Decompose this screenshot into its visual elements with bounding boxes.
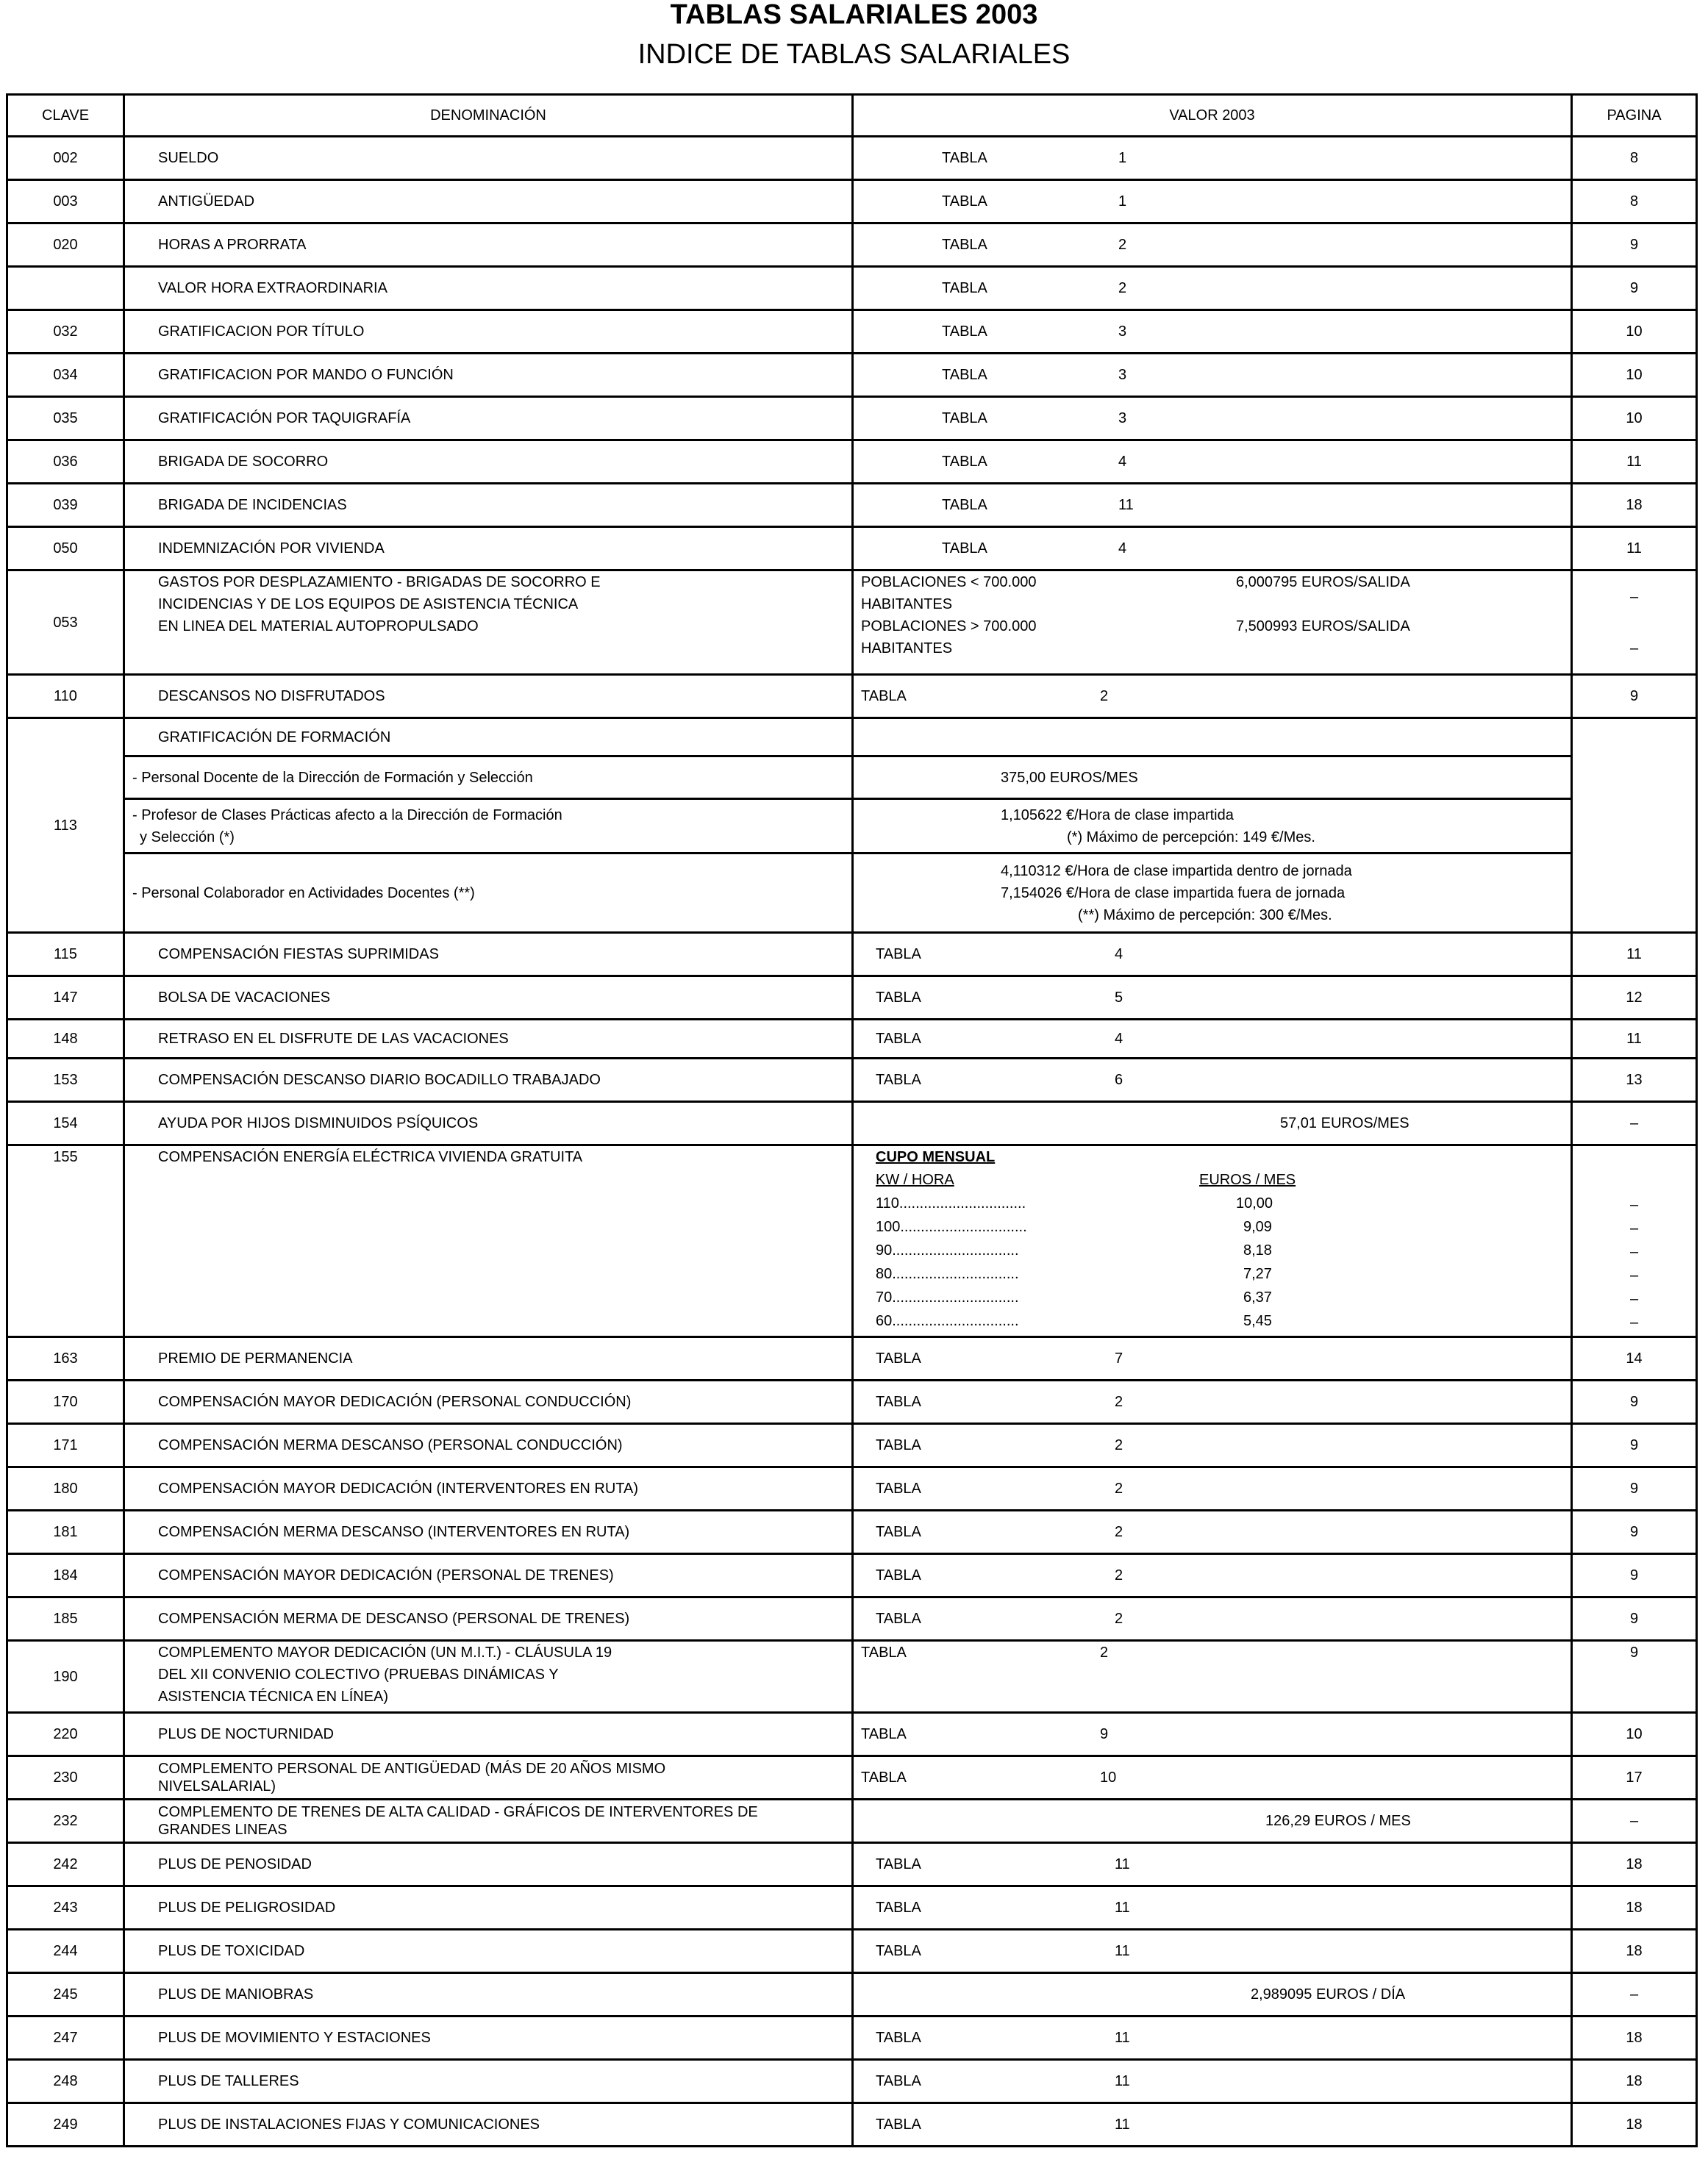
row-page: 9 bbox=[1572, 1467, 1697, 1511]
row-value bbox=[853, 1381, 1572, 1424]
row-name: PLUS DE NOCTURNIDAD bbox=[124, 1713, 853, 1756]
table-row bbox=[7, 527, 1697, 570]
table-row bbox=[7, 976, 1697, 1020]
row-code: 035 bbox=[7, 397, 124, 440]
table-row bbox=[7, 1930, 1697, 1973]
row-name: COMPLEMENTO MAYOR DEDICACIÓN (UN M.I.T.) - CLÁUSULA 19 DEL XII CONVENIO COLECTIVO (PRUEBAS DINÁMICAS Y ASISTENCIA TÉCNICA EN LÍNEA) bbox=[124, 1641, 853, 1713]
table-row bbox=[7, 267, 1697, 310]
tabla-number: 3 bbox=[1118, 367, 1127, 383]
table-row bbox=[7, 1973, 1697, 2017]
row-code: 249 bbox=[7, 2103, 124, 2147]
tabla-label: TABLA bbox=[876, 1900, 921, 1916]
tabla-label: TABLA bbox=[942, 150, 987, 166]
row-name: COMPENSACIÓN ENERGÍA ELÉCTRICA VIVIENDA GRATUITA bbox=[124, 1145, 853, 1337]
row-page: 9 bbox=[1572, 267, 1697, 310]
row-page: – bbox=[1572, 1102, 1697, 1145]
row-value: 2,989095 EUROS / DÍA bbox=[853, 1973, 1572, 2017]
row-value bbox=[853, 1467, 1572, 1511]
row-name: BRIGADA DE SOCORRO bbox=[124, 440, 853, 484]
row-name: COMPENSACIÓN MAYOR DEDICACIÓN (PERSONAL DE TRENES) bbox=[124, 1554, 853, 1597]
tabla-number: 11 bbox=[1115, 1943, 1130, 1959]
table-row bbox=[7, 1020, 1697, 1059]
row-code: 003 bbox=[7, 180, 124, 223]
row-page: 17 bbox=[1572, 1756, 1697, 1800]
row-page: – – bbox=[1572, 570, 1697, 675]
tabla-number: 11 bbox=[1115, 2030, 1130, 2046]
row-name: COMPLEMENTO PERSONAL DE ANTIGÜEDAD (MÁS DE 20 AÑOS MISMO NIVELSALARIAL) bbox=[124, 1756, 853, 1800]
row-value: TABLA 9 bbox=[853, 1713, 1572, 1756]
row-code: 220 bbox=[7, 1713, 124, 1756]
sub-name: - Personal Docente de la Dirección de Formación y Selección bbox=[124, 756, 853, 799]
table-row bbox=[7, 1843, 1697, 1886]
row-code: 153 bbox=[7, 1059, 124, 1102]
row-code: 170 bbox=[7, 1381, 124, 1424]
table-row bbox=[7, 2103, 1697, 2147]
tabla-label: TABLA bbox=[876, 1524, 921, 1540]
row-value bbox=[853, 310, 1572, 354]
tabla-number: 3 bbox=[1118, 323, 1127, 340]
table-subrow bbox=[7, 799, 1697, 854]
tabla-number: 11 bbox=[1115, 1900, 1130, 1916]
row-code: 244 bbox=[7, 1930, 124, 1973]
row-name: INDEMNIZACIÓN POR VIVIENDA bbox=[124, 527, 853, 570]
row-name: COMPENSACIÓN MERMA DESCANSO (PERSONAL CONDUCCIÓN) bbox=[124, 1424, 853, 1467]
sub-name: - Profesor de Clases Prácticas afecto a la Dirección de Formación y Selección (*) bbox=[124, 799, 853, 854]
row-code: 232 bbox=[7, 1800, 124, 1843]
row-page: 9 bbox=[1572, 1641, 1697, 1713]
table-row bbox=[7, 1424, 1697, 1467]
tabla-number: 3 bbox=[1118, 410, 1127, 426]
tabla-number: 2 bbox=[1115, 1524, 1123, 1540]
tabla-number: 2 bbox=[1115, 1481, 1123, 1497]
table-row bbox=[7, 354, 1697, 397]
row-code: 245 bbox=[7, 1973, 124, 2017]
tabla-label: TABLA bbox=[942, 280, 987, 296]
table-row bbox=[7, 1381, 1697, 1424]
table-row bbox=[7, 1102, 1697, 1145]
table-row bbox=[7, 1059, 1697, 1102]
tabla-label: TABLA bbox=[876, 1394, 921, 1410]
tabla-number: 2 bbox=[1118, 237, 1127, 253]
table-row bbox=[7, 397, 1697, 440]
tabla-number: 7 bbox=[1115, 1350, 1123, 1367]
row-page: 18 bbox=[1572, 2103, 1697, 2147]
row-code: 171 bbox=[7, 1424, 124, 1467]
row-code: 184 bbox=[7, 1554, 124, 1597]
row-code: 154 bbox=[7, 1102, 124, 1145]
row-name: COMPENSACIÓN MAYOR DEDICACIÓN (PERSONAL CONDUCCIÓN) bbox=[124, 1381, 853, 1424]
document-subtitle: INDICE DE TABLAS SALARIALES bbox=[637, 39, 1071, 70]
row-page: – bbox=[1572, 1800, 1697, 1843]
table-row bbox=[7, 180, 1697, 223]
sub-value: 375,00 EUROS/MES bbox=[853, 756, 1572, 799]
sub-value: 1,105622 €/Hora de clase impartida (*) Máximo de percepción: 149 €/Mes. bbox=[853, 799, 1572, 854]
table-subrow bbox=[7, 854, 1697, 933]
row-code: 050 bbox=[7, 527, 124, 570]
row-name: COMPENSACIÓN MERMA DE DESCANSO (PERSONAL DE TRENES) bbox=[124, 1597, 853, 1641]
row-code: 002 bbox=[7, 137, 124, 180]
tabla-label: TABLA bbox=[876, 2030, 921, 2046]
tabla-number: 2 bbox=[1118, 280, 1127, 296]
tabla-number: 4 bbox=[1115, 946, 1123, 962]
table-row bbox=[7, 1713, 1697, 1756]
row-name: COMPENSACIÓN MAYOR DEDICACIÓN (INTERVENTORES EN RUTA) bbox=[124, 1467, 853, 1511]
table-row bbox=[7, 137, 1697, 180]
row-code: 034 bbox=[7, 354, 124, 397]
table-row bbox=[7, 1886, 1697, 1930]
document-title: TABLAS SALARIALES 2003 bbox=[670, 0, 1038, 30]
row-value bbox=[853, 354, 1572, 397]
row-value: CUPO MENSUAL KW / HORA EUROS / MES 110............................... 10,00 100............................... 9,09 90............................... 8,18 80............................... 7,27 70............................... 6,37 60............................... 5,45 bbox=[853, 1145, 1572, 1337]
row-value bbox=[853, 1554, 1572, 1597]
row-name: PREMIO DE PERMANENCIA bbox=[124, 1337, 853, 1381]
salary-index-table bbox=[6, 93, 1698, 2147]
row-name: PLUS DE MOVIMIENTO Y ESTACIONES bbox=[124, 2017, 853, 2060]
row-page: 13 bbox=[1572, 1059, 1697, 1102]
row-code: 247 bbox=[7, 2017, 124, 2060]
row-page: 11 bbox=[1572, 440, 1697, 484]
tabla-number: 2 bbox=[1115, 1611, 1123, 1627]
row-code: 181 bbox=[7, 1511, 124, 1554]
sub-value: 4,110312 €/Hora de clase impartida dentro de jornada 7,154026 €/Hora de clase impartida fuera de jornada (**) Máximo de percepción: 300 €/Mes. bbox=[853, 854, 1572, 933]
row-page: 10 bbox=[1572, 310, 1697, 354]
table-row bbox=[7, 1554, 1697, 1597]
table-row bbox=[7, 1800, 1697, 1843]
table-subrow bbox=[7, 756, 1697, 799]
row-code: 163 bbox=[7, 1337, 124, 1381]
tabla-number: 11 bbox=[1115, 2116, 1130, 2133]
row-name: ANTIGÜEDAD bbox=[124, 180, 853, 223]
tabla-label: TABLA bbox=[942, 323, 987, 340]
header-valor: VALOR 2003 bbox=[853, 95, 1572, 137]
row-code: 230 bbox=[7, 1756, 124, 1800]
row-name: DESCANSOS NO DISFRUTADOS bbox=[124, 675, 853, 718]
table-row bbox=[7, 718, 1697, 756]
row-value bbox=[853, 484, 1572, 527]
row-name: PLUS DE TALLERES bbox=[124, 2060, 853, 2103]
row-page: 10 bbox=[1572, 1713, 1697, 1756]
row-name: GASTOS POR DESPLAZAMIENTO - BRIGADAS DE SOCORRO E INCIDENCIAS Y DE LOS EQUIPOS DE ASISTENCIA TÉCNICA EN LINEA DEL MATERIAL AUTOPROPULSADO bbox=[124, 570, 853, 675]
row-value bbox=[853, 2060, 1572, 2103]
row-name: GRATIFICACION POR MANDO O FUNCIÓN bbox=[124, 354, 853, 397]
row-page: 9 bbox=[1572, 1554, 1697, 1597]
row-value: POBLACIONES < 700.000 6,000795 EUROS/SALIDA HABITANTES POBLACIONES > 700.000 7,500993 EUROS/SALIDA HABITANTES bbox=[853, 570, 1572, 675]
row-value bbox=[853, 1020, 1572, 1059]
tabla-label: TABLA bbox=[876, 1856, 921, 1872]
table-header-row bbox=[7, 95, 1697, 137]
table-row bbox=[7, 1597, 1697, 1641]
tabla-label: TABLA bbox=[942, 367, 987, 383]
row-page: 9 bbox=[1572, 1597, 1697, 1641]
tabla-number: 1 bbox=[1118, 193, 1127, 210]
row-name: PLUS DE TOXICIDAD bbox=[124, 1930, 853, 1973]
row-page: 11 bbox=[1572, 527, 1697, 570]
row-page: 8 bbox=[1572, 137, 1697, 180]
table-row bbox=[7, 1641, 1697, 1713]
row-value bbox=[853, 440, 1572, 484]
row-code: 113 bbox=[7, 718, 124, 933]
row-name: BOLSA DE VACACIONES bbox=[124, 976, 853, 1020]
row-name: RETRASO EN EL DISFRUTE DE LAS VACACIONES bbox=[124, 1020, 853, 1059]
row-page: 18 bbox=[1572, 1843, 1697, 1886]
row-page: 9 bbox=[1572, 1381, 1697, 1424]
row-page: 8 bbox=[1572, 180, 1697, 223]
row-code: 155 bbox=[7, 1145, 124, 1337]
tabla-number: 2 bbox=[1115, 1567, 1123, 1584]
row-value: 57,01 EUROS/MES bbox=[853, 1102, 1572, 1145]
table-row bbox=[7, 675, 1697, 718]
row-code: 147 bbox=[7, 976, 124, 1020]
row-value bbox=[853, 2017, 1572, 2060]
row-value bbox=[853, 1886, 1572, 1930]
row-value bbox=[853, 1597, 1572, 1641]
row-name: PLUS DE MANIOBRAS bbox=[124, 1973, 853, 2017]
row-page: 9 bbox=[1572, 1424, 1697, 1467]
row-name: PLUS DE PENOSIDAD bbox=[124, 1843, 853, 1886]
tabla-label: TABLA bbox=[876, 946, 921, 962]
tabla-label: TABLA bbox=[942, 540, 987, 557]
tabla-label: TABLA bbox=[942, 410, 987, 426]
tabla-number: 1 bbox=[1118, 150, 1127, 166]
row-page: 14 bbox=[1572, 1337, 1697, 1381]
tabla-label: TABLA bbox=[876, 2116, 921, 2133]
table-row bbox=[7, 2060, 1697, 2103]
table-row bbox=[7, 1756, 1697, 1800]
row-value bbox=[853, 976, 1572, 1020]
row-value bbox=[853, 933, 1572, 976]
row-code: 039 bbox=[7, 484, 124, 527]
row-value: TABLA 2 bbox=[853, 675, 1572, 718]
row-name: GRATIFICACIÓN DE FORMACIÓN bbox=[124, 718, 853, 756]
row-name: PLUS DE PELIGROSIDAD bbox=[124, 1886, 853, 1930]
row-code: 110 bbox=[7, 675, 124, 718]
tabla-label: TABLA bbox=[942, 193, 987, 210]
row-code: 032 bbox=[7, 310, 124, 354]
table-row bbox=[7, 1145, 1697, 1337]
table-row bbox=[7, 1337, 1697, 1381]
row-name: GRATIFICACION POR TÍTULO bbox=[124, 310, 853, 354]
row-page: 12 bbox=[1572, 976, 1697, 1020]
row-value bbox=[853, 180, 1572, 223]
row-page: 10 bbox=[1572, 354, 1697, 397]
row-code: 148 bbox=[7, 1020, 124, 1059]
row-value bbox=[853, 137, 1572, 180]
row-value bbox=[853, 527, 1572, 570]
row-value bbox=[853, 223, 1572, 267]
row-value bbox=[853, 1424, 1572, 1467]
tabla-label: TABLA bbox=[876, 2073, 921, 2089]
row-page: 9 bbox=[1572, 223, 1697, 267]
row-name: SUELDO bbox=[124, 137, 853, 180]
tabla-label: TABLA bbox=[876, 1072, 921, 1088]
tabla-label: TABLA bbox=[876, 990, 921, 1006]
table-row bbox=[7, 933, 1697, 976]
table-row bbox=[7, 440, 1697, 484]
row-value bbox=[853, 267, 1572, 310]
table-row bbox=[7, 570, 1697, 675]
row-name: COMPENSACIÓN DESCANSO DIARIO BOCADILLO TRABAJADO bbox=[124, 1059, 853, 1102]
row-name: HORAS A PRORRATA bbox=[124, 223, 853, 267]
table-row bbox=[7, 1511, 1697, 1554]
header-clave: CLAVE bbox=[7, 95, 124, 137]
row-code: 053 bbox=[7, 570, 124, 675]
row-page: 18 bbox=[1572, 2060, 1697, 2103]
table-row bbox=[7, 484, 1697, 527]
row-value bbox=[853, 397, 1572, 440]
row-code: 243 bbox=[7, 1886, 124, 1930]
row-name: VALOR HORA EXTRAORDINARIA bbox=[124, 267, 853, 310]
row-page: 18 bbox=[1572, 484, 1697, 527]
tabla-number: 6 bbox=[1115, 1072, 1123, 1088]
row-code: 036 bbox=[7, 440, 124, 484]
row-name: PLUS DE INSTALACIONES FIJAS Y COMUNICACIONES bbox=[124, 2103, 853, 2147]
table-row bbox=[7, 2017, 1697, 2060]
row-page: – bbox=[1572, 1973, 1697, 2017]
tabla-label: TABLA bbox=[942, 497, 987, 513]
row-page: – – – – – – bbox=[1572, 1145, 1697, 1337]
row-value: TABLA 10 bbox=[853, 1756, 1572, 1800]
table-row bbox=[7, 1467, 1697, 1511]
header-denominacion: DENOMINACIÓN bbox=[124, 95, 853, 137]
tabla-number: 4 bbox=[1118, 540, 1127, 557]
row-value bbox=[853, 1511, 1572, 1554]
row-page: 9 bbox=[1572, 675, 1697, 718]
row-name: GRATIFICACIÓN POR TAQUIGRAFÍA bbox=[124, 397, 853, 440]
row-code: 242 bbox=[7, 1843, 124, 1886]
header-pagina: PAGINA bbox=[1572, 95, 1697, 137]
row-code: 020 bbox=[7, 223, 124, 267]
row-page: 18 bbox=[1572, 2017, 1697, 2060]
tabla-label: TABLA bbox=[876, 1943, 921, 1959]
row-page: 11 bbox=[1572, 933, 1697, 976]
row-code: 248 bbox=[7, 2060, 124, 2103]
row-page: 10 bbox=[1572, 397, 1697, 440]
row-page: 18 bbox=[1572, 1886, 1697, 1930]
sub-name: - Personal Colaborador en Actividades Docentes (**) bbox=[124, 854, 853, 933]
tabla-number: 5 bbox=[1115, 990, 1123, 1006]
tabla-label: TABLA bbox=[876, 1031, 921, 1047]
row-name: BRIGADA DE INCIDENCIAS bbox=[124, 484, 853, 527]
table-row bbox=[7, 223, 1697, 267]
row-value bbox=[853, 1843, 1572, 1886]
tabla-number: 2 bbox=[1115, 1437, 1123, 1453]
tabla-number: 11 bbox=[1118, 497, 1134, 513]
row-value bbox=[853, 1930, 1572, 1973]
row-value: 126,29 EUROS / MES bbox=[853, 1800, 1572, 1843]
row-code: 185 bbox=[7, 1597, 124, 1641]
row-value: TABLA 2 bbox=[853, 1641, 1572, 1713]
table-row bbox=[7, 310, 1697, 354]
tabla-label: TABLA bbox=[876, 1611, 921, 1627]
row-code: 180 bbox=[7, 1467, 124, 1511]
row-value bbox=[853, 1337, 1572, 1381]
row-page: 18 bbox=[1572, 1930, 1697, 1973]
tabla-label: TABLA bbox=[942, 237, 987, 253]
tabla-number: 4 bbox=[1118, 454, 1127, 470]
row-name: COMPENSACIÓN FIESTAS SUPRIMIDAS bbox=[124, 933, 853, 976]
row-page: 9 bbox=[1572, 1511, 1697, 1554]
tabla-number: 4 bbox=[1115, 1031, 1123, 1047]
tabla-label: TABLA bbox=[876, 1481, 921, 1497]
tabla-label: TABLA bbox=[942, 454, 987, 470]
row-value bbox=[853, 1059, 1572, 1102]
row-name: AYUDA POR HIJOS DISMINUIDOS PSÍQUICOS bbox=[124, 1102, 853, 1145]
row-name: COMPENSACIÓN MERMA DESCANSO (INTERVENTORES EN RUTA) bbox=[124, 1511, 853, 1554]
row-value bbox=[853, 2103, 1572, 2147]
tabla-number: 11 bbox=[1115, 1856, 1130, 1872]
row-name: COMPLEMENTO DE TRENES DE ALTA CALIDAD - GRÁFICOS DE INTERVENTORES DE GRANDES LINEAS bbox=[124, 1800, 853, 1843]
tabla-number: 11 bbox=[1115, 2073, 1130, 2089]
row-code: 190 bbox=[7, 1641, 124, 1713]
tabla-label: TABLA bbox=[876, 1437, 921, 1453]
row-page: 11 bbox=[1572, 1020, 1697, 1059]
tabla-label: TABLA bbox=[876, 1567, 921, 1584]
row-code bbox=[7, 267, 124, 310]
tabla-label: TABLA bbox=[876, 1350, 921, 1367]
row-code: 115 bbox=[7, 933, 124, 976]
tabla-number: 2 bbox=[1115, 1394, 1123, 1410]
